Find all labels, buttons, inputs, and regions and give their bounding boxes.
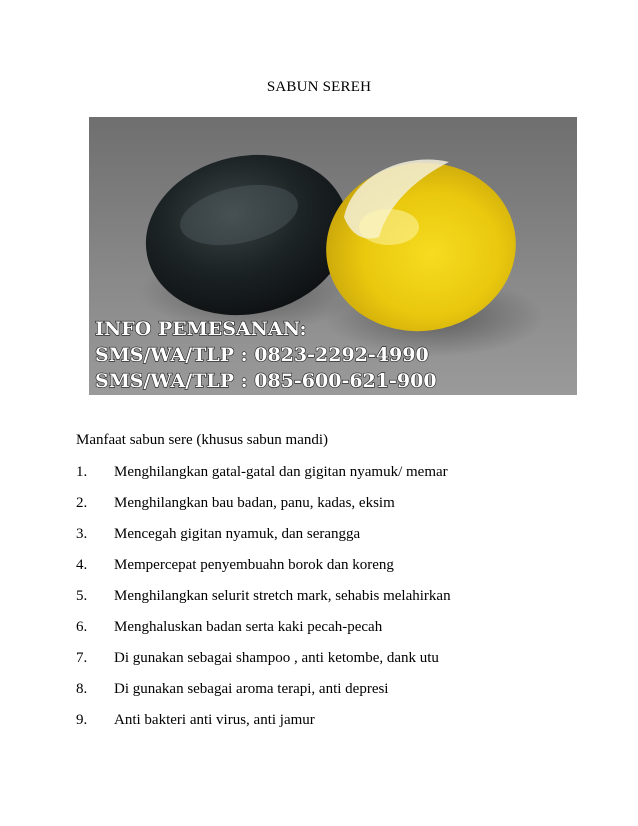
list-number: 3. [76,526,88,542]
list-item [76,648,451,679]
list-item [76,524,451,555]
list-text: Menghilangkan bau badan, panu, kadas, eksim [114,495,395,511]
list-number: 5. [76,588,88,604]
list-number: 4. [76,557,88,573]
list-item [76,617,451,648]
list-text: Mempercepat penyembuahn borok dan koreng [114,557,394,573]
list-number: 6. [76,619,88,635]
list-item [76,555,451,586]
list-number: 2. [76,495,88,511]
list-item [76,679,451,710]
overlay-line-1: INFO PEMESANAN: [95,318,307,340]
intro-text: Manfaat sabun sere (khusus sabun mandi) [76,432,329,448]
list-text: Menghaluskan badan serta kaki pecah-pecah [114,619,383,635]
overlay-line-2: SMS/WA/TLP : 0823-2292-4990 [95,344,429,366]
list-number: 7. [76,650,88,666]
list-text: Anti bakteri anti virus, anti jamur [114,712,315,728]
benefits-list [76,462,451,741]
list-text: Di gunakan sebagai shampoo , anti ketombe, dank utu [114,650,439,666]
list-item [76,586,451,617]
soap-photo [89,117,577,395]
list-item [76,493,451,524]
list-number: 8. [76,681,88,697]
list-text: Mencegah gigitan nyamuk, dan serangga [114,526,361,542]
list-number: 9. [76,712,88,728]
list-text: Di gunakan sebagai aroma terapi, anti depresi [114,681,389,697]
overlay-line-3: SMS/WA/TLP : 085-600-621-900 [95,370,437,392]
list-text: Menghilangkan gatal-gatal dan gigitan nyamuk/ memar [114,464,448,480]
list-item [76,462,451,493]
list-number: 1. [76,464,88,480]
list-item [76,710,451,741]
document-title: SABUN SEREH [266,79,372,95]
list-text: Menghilangkan selurit stretch mark, sehabis melahirkan [114,588,451,604]
